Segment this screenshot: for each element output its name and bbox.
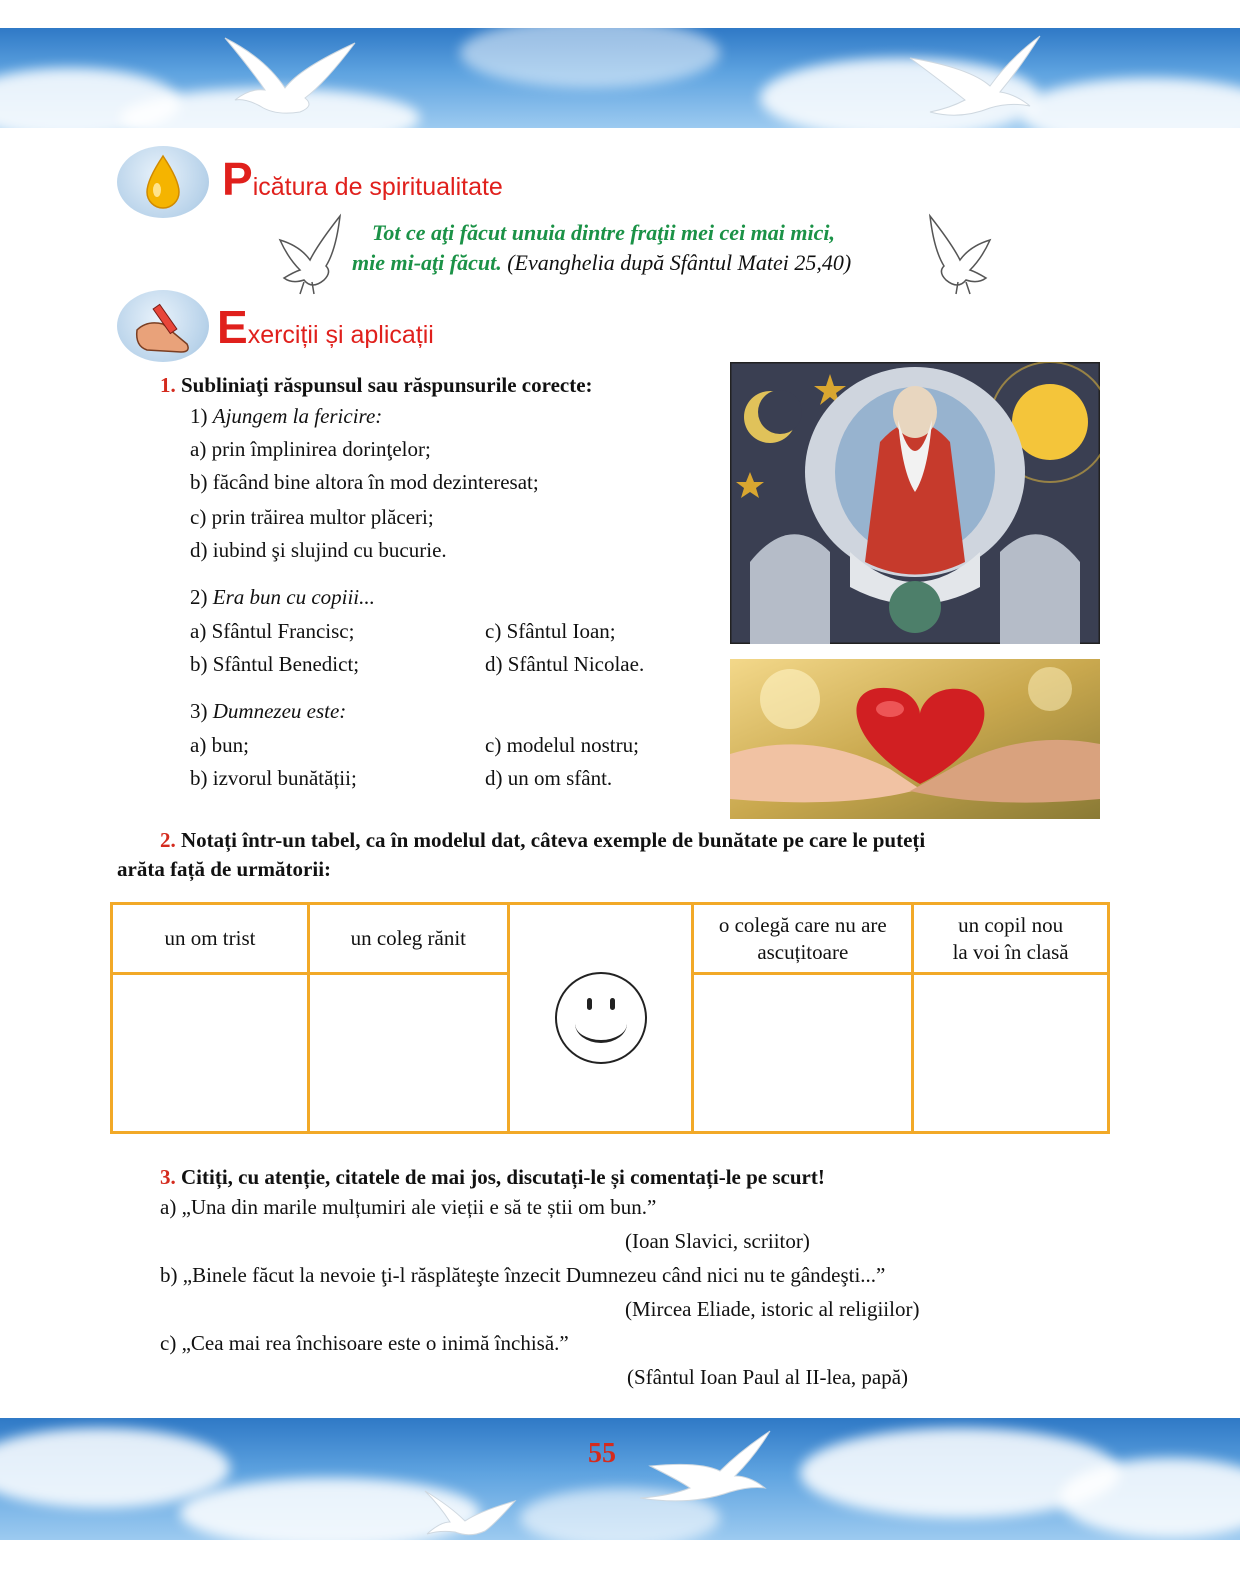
drop-icon-badge [117, 146, 209, 218]
option[interactable]: d) iubind şi slujind cu bucurie. [190, 538, 447, 562]
writing-icon-badge [117, 290, 209, 362]
table-header: o colegă care nu are ascuțitoare [693, 904, 913, 974]
example-cell [508, 904, 693, 1133]
option[interactable]: b) izvorul bunătății; [190, 766, 357, 790]
quote-item: b) „Binele făcut la nevoie ţi-l răsplăteşte înzecit Dumnezeu când nici nu te gândeşti...” [160, 1263, 886, 1287]
quote-author: (Mircea Eliade, istoric al religiilor) [625, 1297, 920, 1321]
smiley-icon [555, 972, 647, 1064]
quote-item: a) „Una din marile mulțumiri ale vieții e să te știi om bun.” [160, 1195, 657, 1219]
dove-icon [205, 28, 375, 128]
page-number: 55 [588, 1438, 616, 1469]
top-banner [0, 28, 1240, 128]
option[interactable]: a) bun; [190, 733, 249, 757]
answer-cell[interactable] [693, 974, 913, 1133]
dove-icon [415, 1486, 525, 1540]
table-header: un om trist [112, 904, 309, 974]
option[interactable]: a) Sfântul Francisc; [190, 619, 355, 643]
bible-quote-line2: mie mi-aţi făcut. (Evanghelia după Sfântul Matei 25,40) [352, 250, 852, 275]
question-2: 2) Era bun cu copiii... [190, 585, 375, 609]
answer-cell[interactable] [913, 974, 1109, 1133]
section-title-spirituality: Picătura de spiritualitate [222, 153, 503, 205]
option[interactable]: b) Sfântul Benedict; [190, 652, 360, 676]
exercise-2-title-line1: 2. Notați într-un tabel, ca în modelul dat, câteva exemple de bunătate pe care le puteți [160, 828, 926, 852]
hands-heart-photo [730, 659, 1100, 819]
writing-hand-icon [117, 290, 209, 362]
option[interactable]: c) prin trăirea multor plăceri; [190, 505, 434, 529]
option[interactable]: c) Sfântul Ioan; [485, 619, 616, 643]
option[interactable]: d) Sfântul Nicolae. [485, 652, 645, 676]
option[interactable]: c) modelul nostru; [485, 733, 639, 757]
dove-icon [630, 1426, 780, 1506]
answer-cell[interactable] [112, 974, 309, 1133]
creator-illustration [730, 362, 1100, 644]
exercise-2-title-line2: arăta față de următorii: [117, 857, 332, 881]
option[interactable]: b) făcând bine altora în mod dezinteresat; [190, 470, 539, 494]
dove-icon [870, 28, 1060, 128]
dove-icon [270, 210, 350, 298]
exercise-1-title: 1. Subliniaţi răspunsul sau răspunsurile corecte: [160, 373, 593, 397]
exercise-3-title: 3. Citiți, cu atenție, citatele de mai jos, discutați-le și comentați-le pe scurt! [160, 1165, 825, 1189]
table-header: un coleg rănit [308, 904, 508, 974]
quote-item: c) „Cea mai rea închisoare este o inimă închisă.” [160, 1331, 569, 1355]
answer-cell[interactable] [308, 974, 508, 1133]
section-title-exercises: Exerciții și aplicații [217, 301, 434, 353]
bottom-banner [0, 1418, 1240, 1540]
question-3: 3) Dumnezeu este: [190, 699, 347, 723]
option[interactable]: d) un om sfânt. [485, 766, 613, 790]
table-header: un copil nou la voi în clasă [913, 904, 1109, 974]
dove-icon [920, 210, 1000, 298]
question-1: 1) Ajungem la fericire: [190, 404, 383, 428]
quote-author: (Sfântul Ioan Paul al II-lea, papă) [627, 1365, 909, 1389]
bible-quote-line1: Tot ce aţi făcut unuia dintre fraţii mei cei mai mici, [372, 220, 836, 245]
kindness-table [110, 902, 1110, 1134]
option[interactable]: a) prin împlinirea dorinţelor; [190, 437, 431, 461]
oil-drop-icon [117, 146, 209, 218]
quote-author: (Ioan Slavici, scriitor) [625, 1229, 810, 1253]
